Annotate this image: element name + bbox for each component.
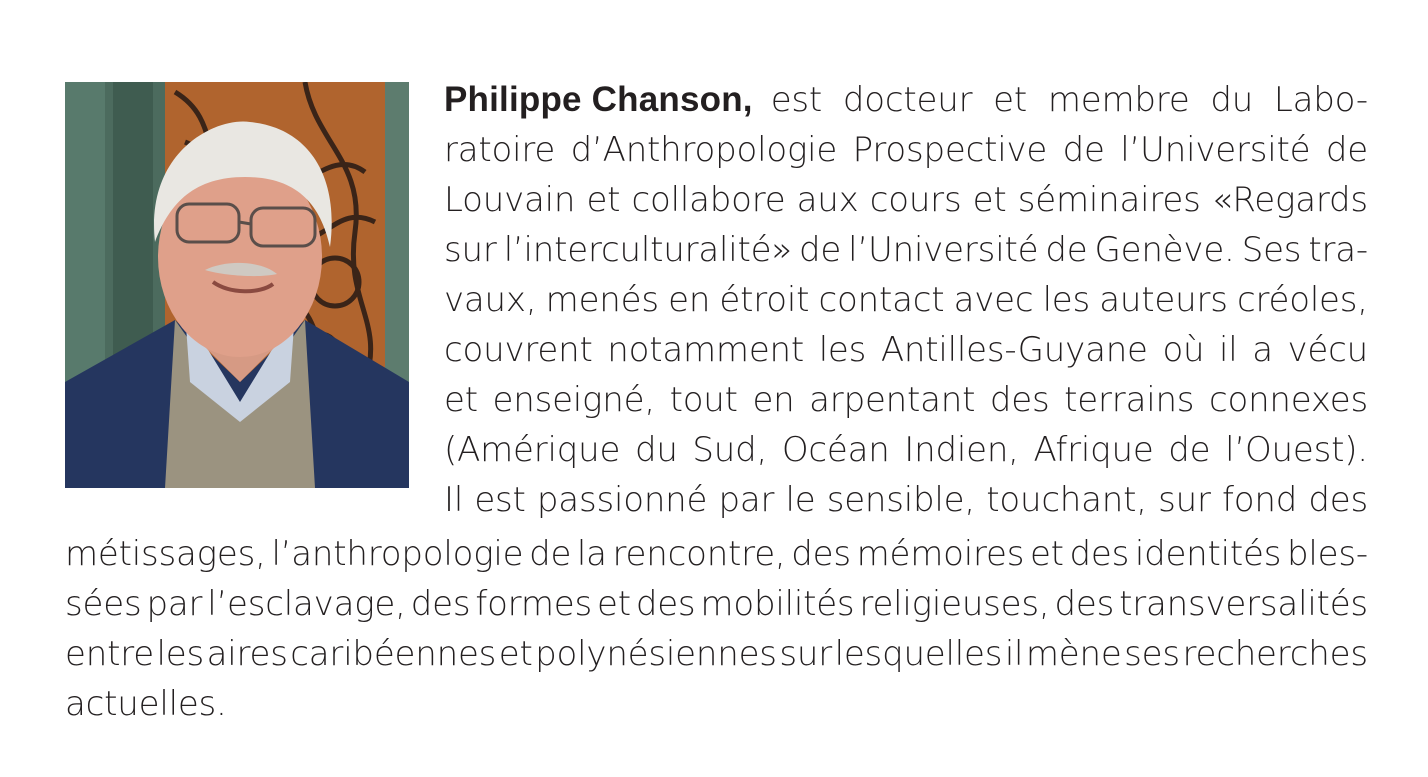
word: de [798, 230, 842, 270]
portrait-illustration [65, 82, 409, 488]
bio-text-line [65, 579, 1368, 629]
word: entre [65, 634, 154, 674]
bio-text-line [444, 125, 1368, 175]
word: Indien, [904, 430, 1019, 470]
bio-line-2 [444, 125, 1368, 175]
bio-text-line [444, 225, 1368, 275]
word: sensible, [826, 480, 975, 520]
word: des [791, 534, 851, 574]
word: des [989, 380, 1050, 420]
word: mémoires [856, 534, 1025, 574]
word: membre [1047, 80, 1190, 120]
word: tra- [1308, 230, 1368, 270]
word: tout [669, 380, 738, 420]
word: polynésiennes [535, 634, 777, 674]
word: en [752, 380, 795, 420]
bio-line-5 [444, 275, 1368, 325]
word: aires [206, 634, 288, 674]
bio-text-line [444, 425, 1368, 475]
word: collabore [631, 180, 786, 220]
word: transversalités [1119, 584, 1368, 624]
word: il [1004, 634, 1024, 674]
word: sur [779, 634, 833, 674]
word: rencontre, [612, 534, 786, 574]
word: de [529, 534, 572, 574]
word: auteurs [1099, 280, 1228, 320]
bio-text-line [65, 629, 1368, 679]
word: avec [953, 280, 1034, 320]
word: notamment [607, 330, 805, 370]
word: est [770, 80, 823, 120]
word: sées [65, 584, 142, 624]
word: Louvain [444, 180, 576, 220]
word: bles- [1286, 534, 1368, 574]
word: et [1029, 534, 1064, 574]
bio-line-11 [65, 579, 1368, 629]
author-portrait-photo [65, 82, 409, 488]
word: Labo- [1273, 80, 1368, 120]
word: vécu [1287, 330, 1368, 370]
bio-text-line [444, 325, 1368, 375]
bio-line-7 [444, 375, 1368, 425]
word: (Amérique [444, 430, 621, 470]
word: de [1168, 430, 1211, 470]
word: et [444, 380, 478, 420]
word: du [634, 430, 678, 470]
word: l’Université [1120, 130, 1311, 170]
word: du [1210, 80, 1254, 120]
word: il [1219, 330, 1238, 370]
word: séminaires [1017, 180, 1201, 220]
bio-line-9 [444, 475, 1368, 525]
word: connexes [1208, 380, 1368, 420]
word: et [972, 180, 1007, 220]
word: cours [869, 180, 962, 220]
bio-line-13 [65, 679, 227, 729]
bio-line-8 [444, 425, 1368, 475]
word: Afrique [1033, 430, 1154, 470]
bio-text-line: actuelles. [65, 684, 227, 724]
word: terrains [1064, 380, 1195, 420]
word: religieuses, [859, 584, 1050, 624]
word: aux [796, 180, 859, 220]
word: contact [818, 280, 945, 320]
word: «Regards [1211, 180, 1368, 220]
word: lesquelles [834, 634, 1003, 674]
bio-line-3 [444, 175, 1368, 225]
word: mène [1025, 634, 1122, 674]
author-name: Philippe Chanson, [444, 80, 753, 119]
word: l’interculturalité» [503, 230, 792, 270]
word: des [1054, 584, 1115, 624]
word: Ses [1241, 230, 1302, 270]
word: de [1325, 130, 1368, 170]
word: arpentant [809, 380, 976, 420]
word: par [146, 584, 203, 624]
word: couvrent [444, 330, 593, 370]
word: métissages, [65, 534, 266, 574]
word: des [635, 584, 696, 624]
word: et [597, 584, 631, 624]
word: des [410, 584, 471, 624]
bio-text-line [444, 175, 1368, 225]
word: formes [475, 584, 593, 624]
word: Océan [781, 430, 890, 470]
word: fond [1222, 480, 1298, 520]
word: les [818, 330, 867, 370]
word: des [1308, 480, 1368, 520]
word: d’Anthropologie [570, 130, 838, 170]
word: la [576, 534, 607, 574]
word: menés [545, 280, 659, 320]
word: touchant, [986, 480, 1147, 520]
word: en [668, 280, 711, 320]
word: étroit [719, 280, 810, 320]
bio-line-10 [65, 529, 1368, 579]
word: a [1252, 330, 1273, 370]
word: où [1162, 330, 1205, 370]
word: l’Université [848, 230, 1039, 270]
word: par [718, 480, 775, 520]
word: et [498, 634, 533, 674]
bio-text-line [444, 375, 1368, 425]
bio-line-12 [65, 629, 1368, 679]
word: identités [1134, 534, 1282, 574]
word: docteur [842, 80, 973, 120]
word: ses [1124, 634, 1180, 674]
word: créoles, [1236, 280, 1368, 320]
word: sur [444, 230, 497, 270]
word: l’esclavage, [207, 584, 406, 624]
bio-text-line [65, 529, 1368, 579]
word: vaux, [444, 280, 537, 320]
word: passionné [536, 480, 708, 520]
word: recherches [1182, 634, 1368, 674]
word: Genève. [1094, 230, 1235, 270]
word: le [785, 480, 816, 520]
word: sur [1158, 480, 1211, 520]
bio-text-line [771, 75, 1368, 125]
word: et [993, 80, 1028, 120]
word: Prospective [852, 130, 1048, 170]
word: ratoire [444, 130, 556, 170]
word: Antilles-Guyane [880, 330, 1148, 370]
bio-text-line [444, 475, 1368, 525]
word: Il [444, 480, 464, 520]
word: caribéennes [290, 634, 497, 674]
bio-line-6 [444, 325, 1368, 375]
word: les [156, 634, 204, 674]
bio-line-4 [444, 225, 1368, 275]
word: de [1045, 230, 1088, 270]
word: les [1042, 280, 1091, 320]
word: l’anthropologie [271, 534, 524, 574]
word: mobilités [700, 584, 855, 624]
word: et [586, 180, 621, 220]
word: des [1069, 534, 1130, 574]
word: Sud, [692, 430, 768, 470]
bio-line-1 [444, 75, 1368, 125]
word: enseigné, [492, 380, 655, 420]
word: de [1062, 130, 1105, 170]
word: l’Ouest). [1225, 430, 1368, 470]
bio-text-line [444, 275, 1368, 325]
word: est [474, 480, 526, 520]
